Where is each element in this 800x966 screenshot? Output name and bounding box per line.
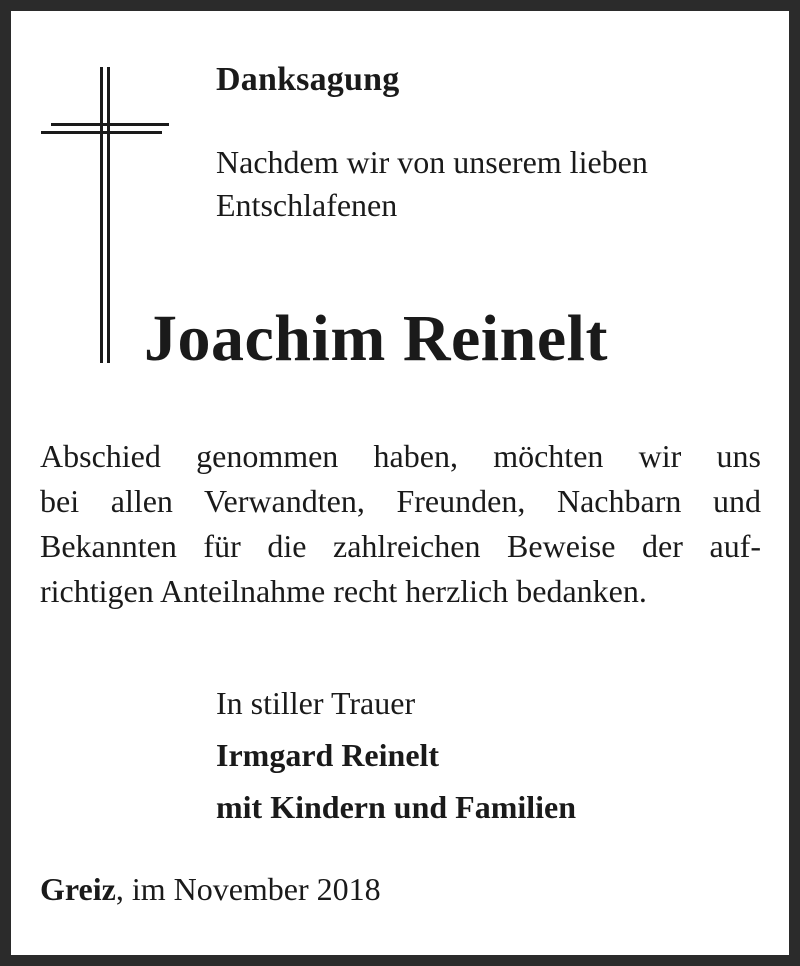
intro-text	[216, 141, 776, 227]
signatory-name: Irmgard Reinelt	[216, 737, 440, 773]
intro-line: Nachdem wir von unserem lieben	[216, 144, 648, 180]
cross-vertical-line-right	[107, 67, 110, 363]
mourning-phrase: In stiller Trauer	[216, 685, 416, 721]
cross-vertical-line-left	[100, 67, 103, 363]
paragraph-line: bei allen Verwandten, Freunden, Nachbarn und	[40, 483, 761, 519]
place-and-date	[40, 871, 381, 908]
paragraph-line: Abschied genommen haben, möchten wir uns	[40, 438, 761, 474]
intro-line: Entschlafenen	[216, 187, 398, 223]
cross-horizontal-line-top	[51, 123, 169, 126]
paragraph-line: Bekannten für die zahlreichen Beweise der auf-	[40, 528, 761, 564]
signatory-family: mit Kindern und Familien	[216, 789, 577, 825]
cross-horizontal-line-bottom	[41, 131, 162, 134]
notice-heading: Danksagung	[216, 61, 400, 98]
signature-block	[216, 677, 576, 833]
place-name: Greiz	[40, 871, 116, 907]
paragraph-line: richtigen Anteilnahme recht herzlich bedanken.	[40, 573, 647, 609]
thank-you-paragraph	[40, 434, 761, 614]
date-text: , im November 2018	[115, 871, 381, 907]
deceased-name: Joachim Reinelt	[144, 302, 608, 375]
